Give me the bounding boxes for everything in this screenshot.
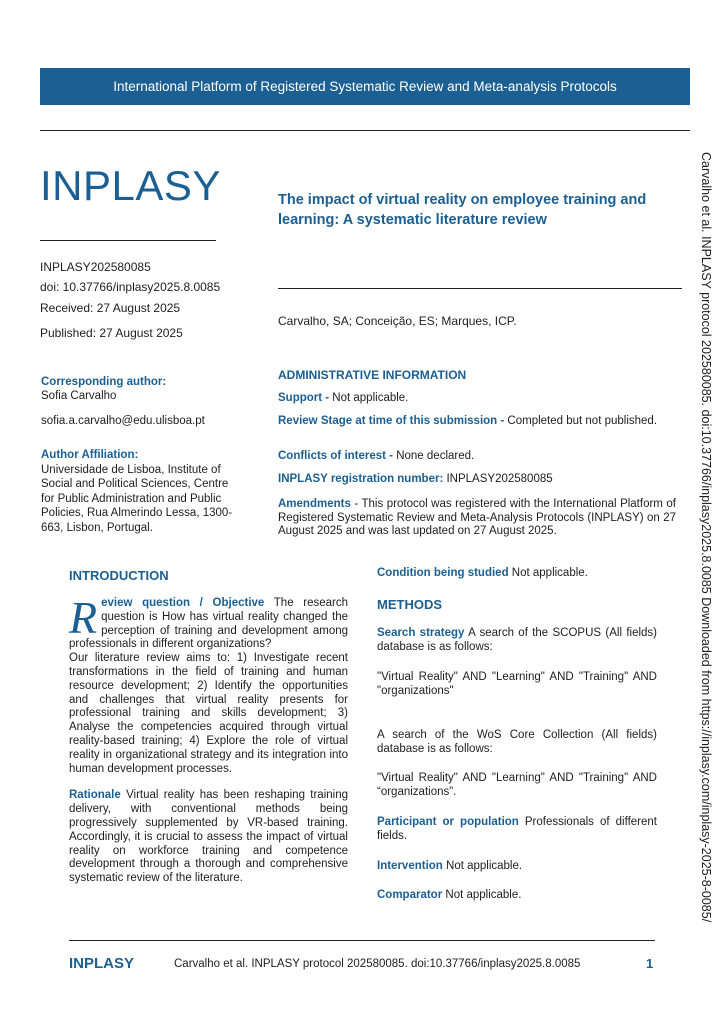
intervention	[377, 860, 657, 874]
footer-brand: INPLASY	[69, 955, 135, 972]
support-value: Not applicable.	[329, 392, 409, 404]
search-query-wos: "Virtual Reality" AND "Learning" AND "Training" AND “organizations”.	[377, 772, 657, 798]
review-question	[69, 592, 348, 652]
page-number: 1	[646, 956, 654, 971]
support-label: Support -	[278, 392, 330, 404]
participant-label: Participant or population	[377, 816, 519, 828]
introduction-heading: INTRODUCTION	[69, 568, 169, 583]
search-strategy	[377, 627, 657, 655]
participant-value: Professionals of different fields.	[377, 816, 657, 842]
search-label: Search strategy	[377, 627, 465, 639]
corresponding-name: Sofia Carvalho	[41, 390, 117, 402]
footer-rule	[69, 940, 655, 941]
corresponding-email: sofia.a.carvalho@edu.ulisboa.pt	[41, 415, 205, 427]
comparator-value: Not applicable.	[442, 889, 522, 901]
search-text: A search of the SCOPUS (All fields) database is as follows:	[377, 627, 657, 653]
stage-value: Completed but not published.	[504, 415, 658, 427]
stage-label: Review Stage at time of this submission -	[278, 415, 505, 427]
review-aims: Our literature review aims to: 1) Investigate recent transformations in the field of training and human resource development; 2) Identify the opportunities and challenges that virtual reality presents for professional training and skills development; 3) Analyse the competencies acquired through virtual reality-based training; 4) Explore the role of virtual reality in organizational strategy and its integration into human development processes.	[69, 652, 348, 775]
author-affiliation	[41, 448, 241, 535]
admin-support	[278, 392, 676, 406]
comparator	[377, 889, 657, 903]
admin-regnum	[278, 473, 676, 487]
intervention-value: Not applicable.	[442, 860, 523, 872]
corresponding-label: Corresponding author:	[41, 376, 167, 388]
affiliation-label: Author Affiliation:	[41, 449, 139, 461]
comparator-label: Comparator	[377, 889, 443, 901]
conflicts-value: None declared.	[393, 450, 475, 462]
intro-column	[69, 592, 348, 886]
wos-search-text: A search of the WoS Core Collection (All fields) database is as follows:	[377, 729, 657, 755]
brand-rule	[40, 240, 216, 241]
condition-studied	[377, 567, 657, 581]
amend-label: Amendments	[278, 498, 351, 510]
drop-cap: R	[69, 592, 98, 643]
rationale	[69, 789, 348, 886]
rationale-label: Rationale	[69, 789, 121, 802]
brand-logo-text: INPLASY	[40, 162, 221, 209]
regnum-label: INPLASY registration number:	[278, 473, 444, 485]
top-rule	[40, 130, 690, 131]
authors: Carvalho, SA; Conceição, ES; Marques, ICP.	[278, 314, 517, 328]
rationale-text: Virtual reality has been reshaping training delivery, with conventional methods being progressively supplemented by VR-based training. Accordingly, it is crucial to assess the impact of virtual reality on workforce training and competence development through a thorough and comprehensive systematic review of the literature.	[69, 789, 348, 885]
received-date: Received: 27 August 2025	[40, 301, 181, 315]
admin-conflicts	[278, 450, 676, 464]
condition-label: Condition being studied	[377, 567, 509, 579]
intervention-label: Intervention	[377, 860, 443, 872]
condition-value: Not applicable.	[508, 567, 588, 579]
methods-heading: METHODS	[377, 597, 442, 612]
admin-heading: ADMINISTRATIVE INFORMATION	[278, 368, 467, 382]
registration-id: INPLASY202580085	[40, 260, 151, 274]
regnum-value: INPLASY202580085	[443, 473, 553, 485]
affiliation-text: Universidade de Lisboa, Institute of Social and Political Sciences, Centre for Public Administration and Public Policies, Rua Almerindo Lessa, 1300-663, Lisbon, Portugal.	[41, 463, 233, 534]
conflicts-label: Conflicts of interest -	[278, 450, 394, 462]
review-question-text: The research question is How has virtual reality changed the perception of training and development among professionals in different organizations?	[69, 597, 348, 651]
side-download-notice: Carvalho et al. INPLASY protocol 202580085. doi:10.37766/inplasy2025.8.0085 Downloaded from https://inplasy.com/inplasy-2025-8-0085/	[699, 152, 713, 923]
amend-value: - This protocol was registered with the International Platform of Registered Systematic Review and Meta-Analysis Protocols (INPLASY) on 27 August 2025 and was last updated on 27 August 2025.	[278, 498, 676, 537]
admin-stage	[278, 415, 676, 429]
review-question-label: eview question / Objective	[101, 597, 265, 609]
search-query-scopus: "Virtual Reality" AND "Learning" AND "Training" AND "organizations"	[377, 671, 657, 697]
footer-citation: Carvalho et al. INPLASY protocol 202580085. doi:10.37766/inplasy2025.8.0085	[174, 958, 581, 970]
admin-amendments	[278, 498, 676, 539]
paper-title: The impact of virtual reality on employee training and learning: A systematic literature review	[278, 192, 647, 228]
title-rule	[278, 288, 682, 289]
doi: doi: 10.37766/inplasy2025.8.0085	[40, 280, 221, 294]
published-date: Published: 27 August 2025	[40, 326, 183, 340]
corresponding-author	[41, 375, 246, 428]
participant-population	[377, 816, 657, 844]
header-banner: International Platform of Registered Systematic Review and Meta-analysis Protocols	[40, 68, 690, 105]
